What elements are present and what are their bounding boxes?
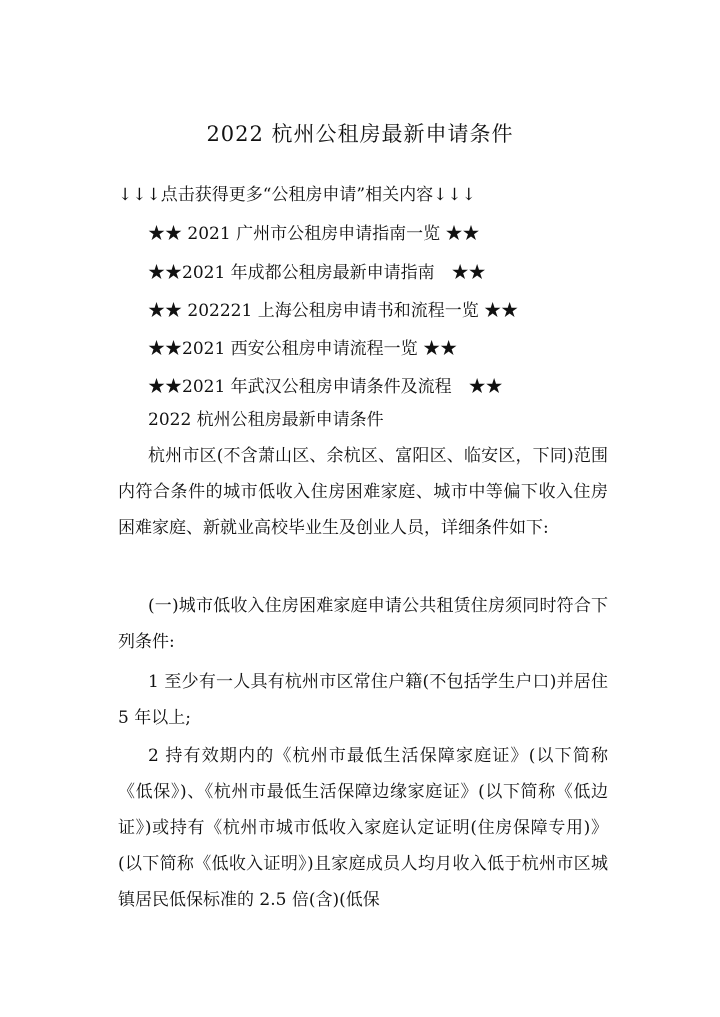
document-title: 2022 杭州公租房最新申请条件 xyxy=(206,122,514,146)
related-link[interactable]: ★★ 202221 上海公租房申请书和流程一览 ★★ xyxy=(148,301,519,321)
body-paragraph: 2 持有效期内的《杭州市最低生活保障家庭证》(以下简称《低保》)、《杭州市最低生活保障边缘家庭证》(以下简称《低边证》)或持有《杭州市城市低收入家庭认定证明(住房保障专用)》(以下简称《低收入证明》)且家庭成员人均月收入低于杭州市区城镇居民低保标准的 2.5 倍(含)(低保 xyxy=(118,746,608,910)
related-link[interactable]: ★★2021 年成都公租房最新申请指南 ★★ xyxy=(148,263,486,283)
related-link[interactable]: ★★ 2021 广州市公租房申请指南一览 ★★ xyxy=(148,224,480,244)
body-paragraph: 1 至少有一人具有杭州市区常住户籍(不包括学生户口)并居住 5 年以上; xyxy=(118,672,608,728)
related-link[interactable]: ★★2021 年武汉公租房申请条件及流程 ★★ xyxy=(148,377,503,397)
section-subtitle: 2022 杭州公租房最新申请条件 xyxy=(148,410,384,430)
body-paragraph: 杭州市区(不含萧山区、余杭区、富阳区、临安区，下同)范围内符合条件的城市低收入住房困难家庭、城市中等偏下收入住房困难家庭、新就业高校毕业生及创业人员，详细条件如下: xyxy=(118,446,608,538)
related-link[interactable]: ★★2021 西安公租房申请流程一览 ★★ xyxy=(148,339,458,359)
body-paragraph: (一)城市低收入住房困难家庭申请公共租赁住房须同时符合下列条件: xyxy=(118,596,608,652)
more-content-prompt[interactable]: ↓↓↓点击获得更多“公租房申请”相关内容↓↓↓ xyxy=(118,185,476,205)
